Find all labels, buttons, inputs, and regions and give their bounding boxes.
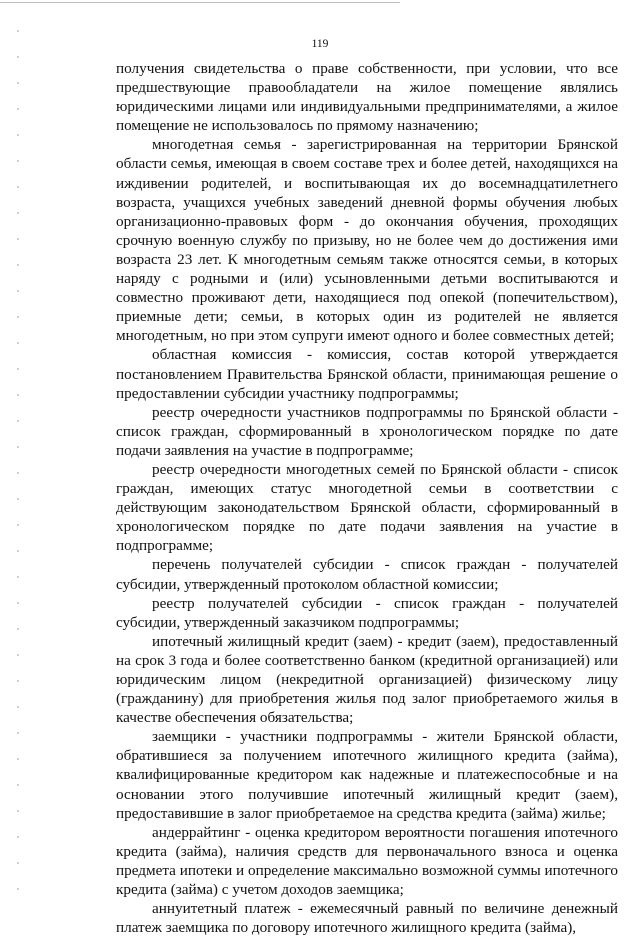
paragraph-definition-mortgage-loan: ипотечный жилищный кредит (заем) - кредит (заем), предоставленный на срок 3 года и более соответственно банком (кредитной организацией) или юридическим лицом (некредитной организацией) физическому лицу (гражданину) для приобретения жилья под залог приобретаемого жилья в качестве обеспечения обязательства; (116, 632, 618, 727)
top-edge-line (0, 2, 400, 3)
page-number: 119 (311, 38, 329, 50)
document-body (116, 59, 618, 937)
paragraph-definition-large-family: многодетная семья - зарегистрированная на территории Брянской области семья, имеющая в своем составе трех и более детей, находящихся на иждивении родителей, и воспитывающая их до восемнадцатилетнего возраста, учащихся учебных заведений дневной формы обучения любых организационно-правовых форм - до окончания обучения, проходящих срочную военную службу по призыву, но не более чем до достижения ими возраста 23 лет. К многодетным семьям также относятся семьи, в которых наряду с родными и (или) усыновленными детьми воспитываются и совместно проживают дети, находящиеся под опекой (попечительством), приемные дети; семьи, в которых один из родителей не является многодетным, но при этом супруги имеют одного и более совместных детей; (116, 136, 618, 345)
paragraph-definition-borrowers: заемщики - участники подпрограммы - жители Брянской области, обратившиеся за получением ипотечного жилищного кредита (займа), квалифицированные кредитором как надежные и платежеспособные и на основании этого получившие ипотечный жилищный кредит (заем), предоставившие в залог приобретаемое на средства кредита (займа) жилье; (116, 728, 618, 822)
paragraph-definition-participant-queue: реестр очередности участников подпрограммы по Брянской области - список граждан, сформированный в хронологическом порядке по дате подачи заявления на участие в подпрограмме; (116, 403, 618, 459)
paragraph-definition-recipients-register: реестр получателей субсидии - список граждан - получателей субсидии, утвержденный заказчиком подпрограммы; (116, 594, 618, 631)
paragraph-definition-regional-commission: областная комиссия - комиссия, состав которой утверждается постановлением Правительства Брянской области, принимающая решение о предоставлении субсидии участнику подпрограммы; (116, 346, 618, 402)
binding-margin-marks (17, 30, 19, 890)
paragraph-definition-recipients-list: перечень получателей субсидии - список граждан - получателей субсидии, утвержденный протоколом областной комиссии; (116, 556, 618, 593)
paragraph-definition-large-family-queue: реестр очередности многодетных семей по Брянской области - список граждан, имеющих статус многодетной семьи в соответствии с действующим законодательством Брянской области, сформированный в хронологическом порядке по дате подачи заявления на участие в подпрограмме; (116, 460, 618, 555)
paragraph-continuation: получения свидетельства о праве собственности, при условии, что все предшествующие правообладатели на жилое помещение являлись юридическими лицами или индивидуальными предпринимателями, а жилое помещение не использовалось по прямому назначению; (116, 60, 618, 135)
paragraph-definition-annuity-payment: аннуитетный платеж - ежемесячный равный по величине денежный платеж заемщика по договору ипотечного жилищного кредита (займа), (116, 900, 618, 937)
paragraph-definition-underwriting: андеррайтинг - оценка кредитором вероятности погашения ипотечного кредита (займа), наличия средств для первоначального взноса и оценка предмета ипотеки и определение максимально возможной суммы ипотечного кредита (займа) с учетом доходов заемщика; (116, 823, 618, 899)
